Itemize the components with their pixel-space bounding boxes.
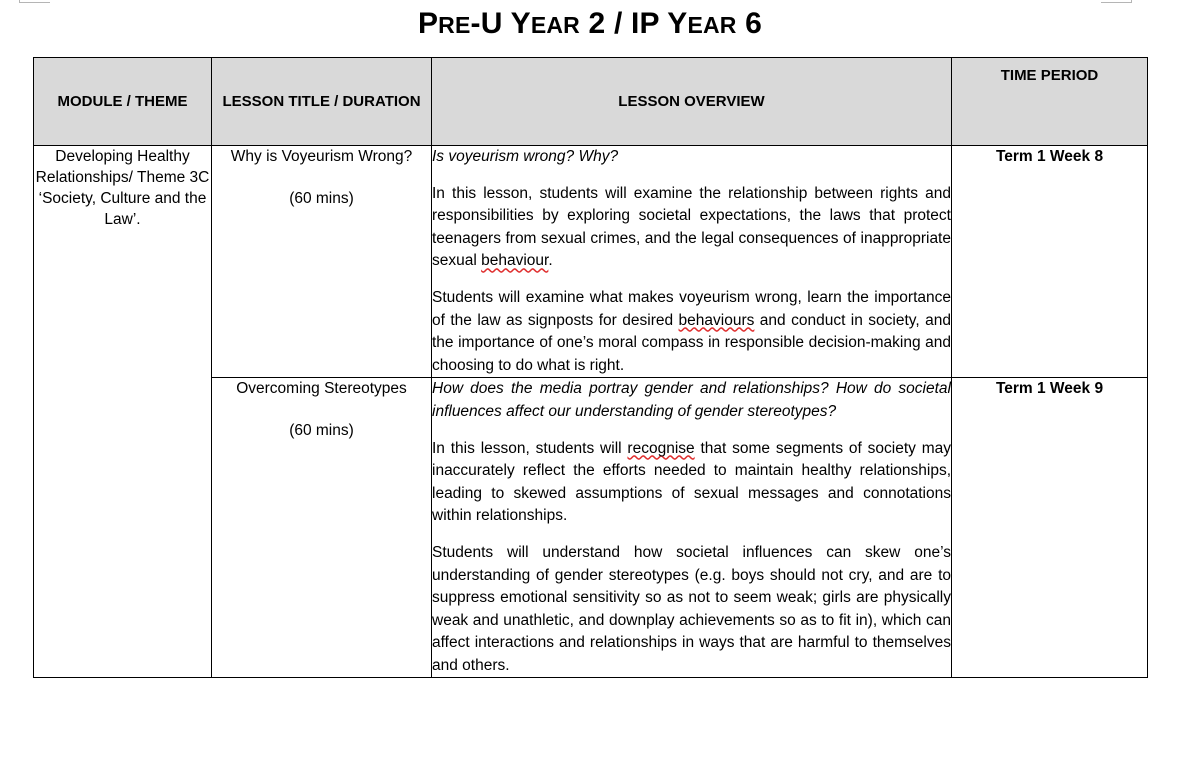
page-margin-mark-top-left [19, 0, 50, 3]
overview-paragraph-1-2 [432, 287, 951, 377]
column-header-time-period: TIME PERIOD [952, 58, 1148, 146]
lesson-title-cell-1 [212, 146, 432, 378]
overview-paragraph-2-1 [432, 438, 951, 528]
title-segment: 6 [736, 7, 763, 40]
overview-text: and conduct in society, and the importance of one’s moral compass in responsible decision-making and choosing to do what is right. [432, 311, 951, 374]
overview-question-1: Is voyeurism wrong? Why? [432, 148, 619, 165]
title-segment: EAR [530, 12, 580, 38]
overview-text: Students will examine what makes voyeurism wrong, learn the importance of the law as signposts for desired [432, 288, 951, 329]
table-header-row [34, 58, 1148, 146]
lesson-title-cell-2 [212, 378, 432, 678]
overview-paragraph-1-1 [432, 183, 951, 273]
lesson-title-2: Overcoming Stereotypes [236, 380, 407, 398]
overview-paragraph-2-2 [432, 542, 951, 678]
module-theme-cell: Developing Healthy Relationships/ Theme 3C ‘Society, Culture and the Law’. [34, 146, 212, 678]
spellcheck-word: behaviour [481, 252, 549, 270]
title-segment: EAR [687, 12, 737, 38]
overview-text: Students will understand how societal influences can skew one’s understanding of gender stereotypes (e.g. boys should not cry, and are to suppress emotional sensitivity so as not to seem weak; girls are physically weak and unathletic, and downplay achievements so as to fit in), which can affect interactions and relationships in ways that are harmful to themselves and others. [432, 543, 951, 674]
overview-text: . [548, 252, 553, 270]
column-header-lesson-overview: LESSON OVERVIEW [432, 58, 952, 146]
spellcheck-word: behaviours [678, 311, 755, 329]
page-title [0, 6, 1180, 43]
spellcheck-word: recognise [627, 439, 695, 457]
table-row [34, 146, 1148, 378]
time-period-cell-1: Term 1 Week 8 [952, 146, 1148, 378]
overview-text: In this lesson, students will [432, 439, 628, 457]
title-segment: RE [438, 12, 471, 38]
title-segment: Y [510, 7, 531, 40]
overview-question-2: How does the media portray gender and relationships? How do societal influences affect our understanding of gender stereotypes? [432, 380, 951, 420]
title-segment: -U [470, 7, 511, 40]
lesson-title-1: Why is Voyeurism Wrong? [230, 148, 413, 165]
lesson-overview-cell-2 [432, 378, 952, 678]
title-segment: P [417, 7, 439, 40]
lesson-overview-cell-1 [432, 146, 952, 378]
title-segment: Y [667, 7, 688, 40]
column-header-lesson-title-duration: LESSON TITLE / DURATION [212, 58, 432, 146]
title-segment: 2 / IP [579, 7, 668, 40]
lesson-plan-table [33, 57, 1148, 678]
overview-text: that some segments of society may inaccurately reflect the efforts needed to maintain healthy relationships, leading to skewed assumptions of sexual messages and connotations within relationships. [432, 439, 952, 525]
column-header-module-theme: MODULE / THEME [34, 58, 212, 146]
lesson-duration-1: (60 mins) [289, 190, 354, 207]
time-period-cell-2: Term 1 Week 9 [952, 378, 1148, 678]
overview-text: In this lesson, students will examine the relationship between rights and responsibilities by exploring societal expectations, the laws that protect teenagers from sexual crimes, and the legal consequences of inappropriate sexual [432, 184, 951, 270]
page-margin-mark-top-right [1101, 0, 1132, 3]
lesson-duration-2: (60 mins) [289, 422, 354, 440]
